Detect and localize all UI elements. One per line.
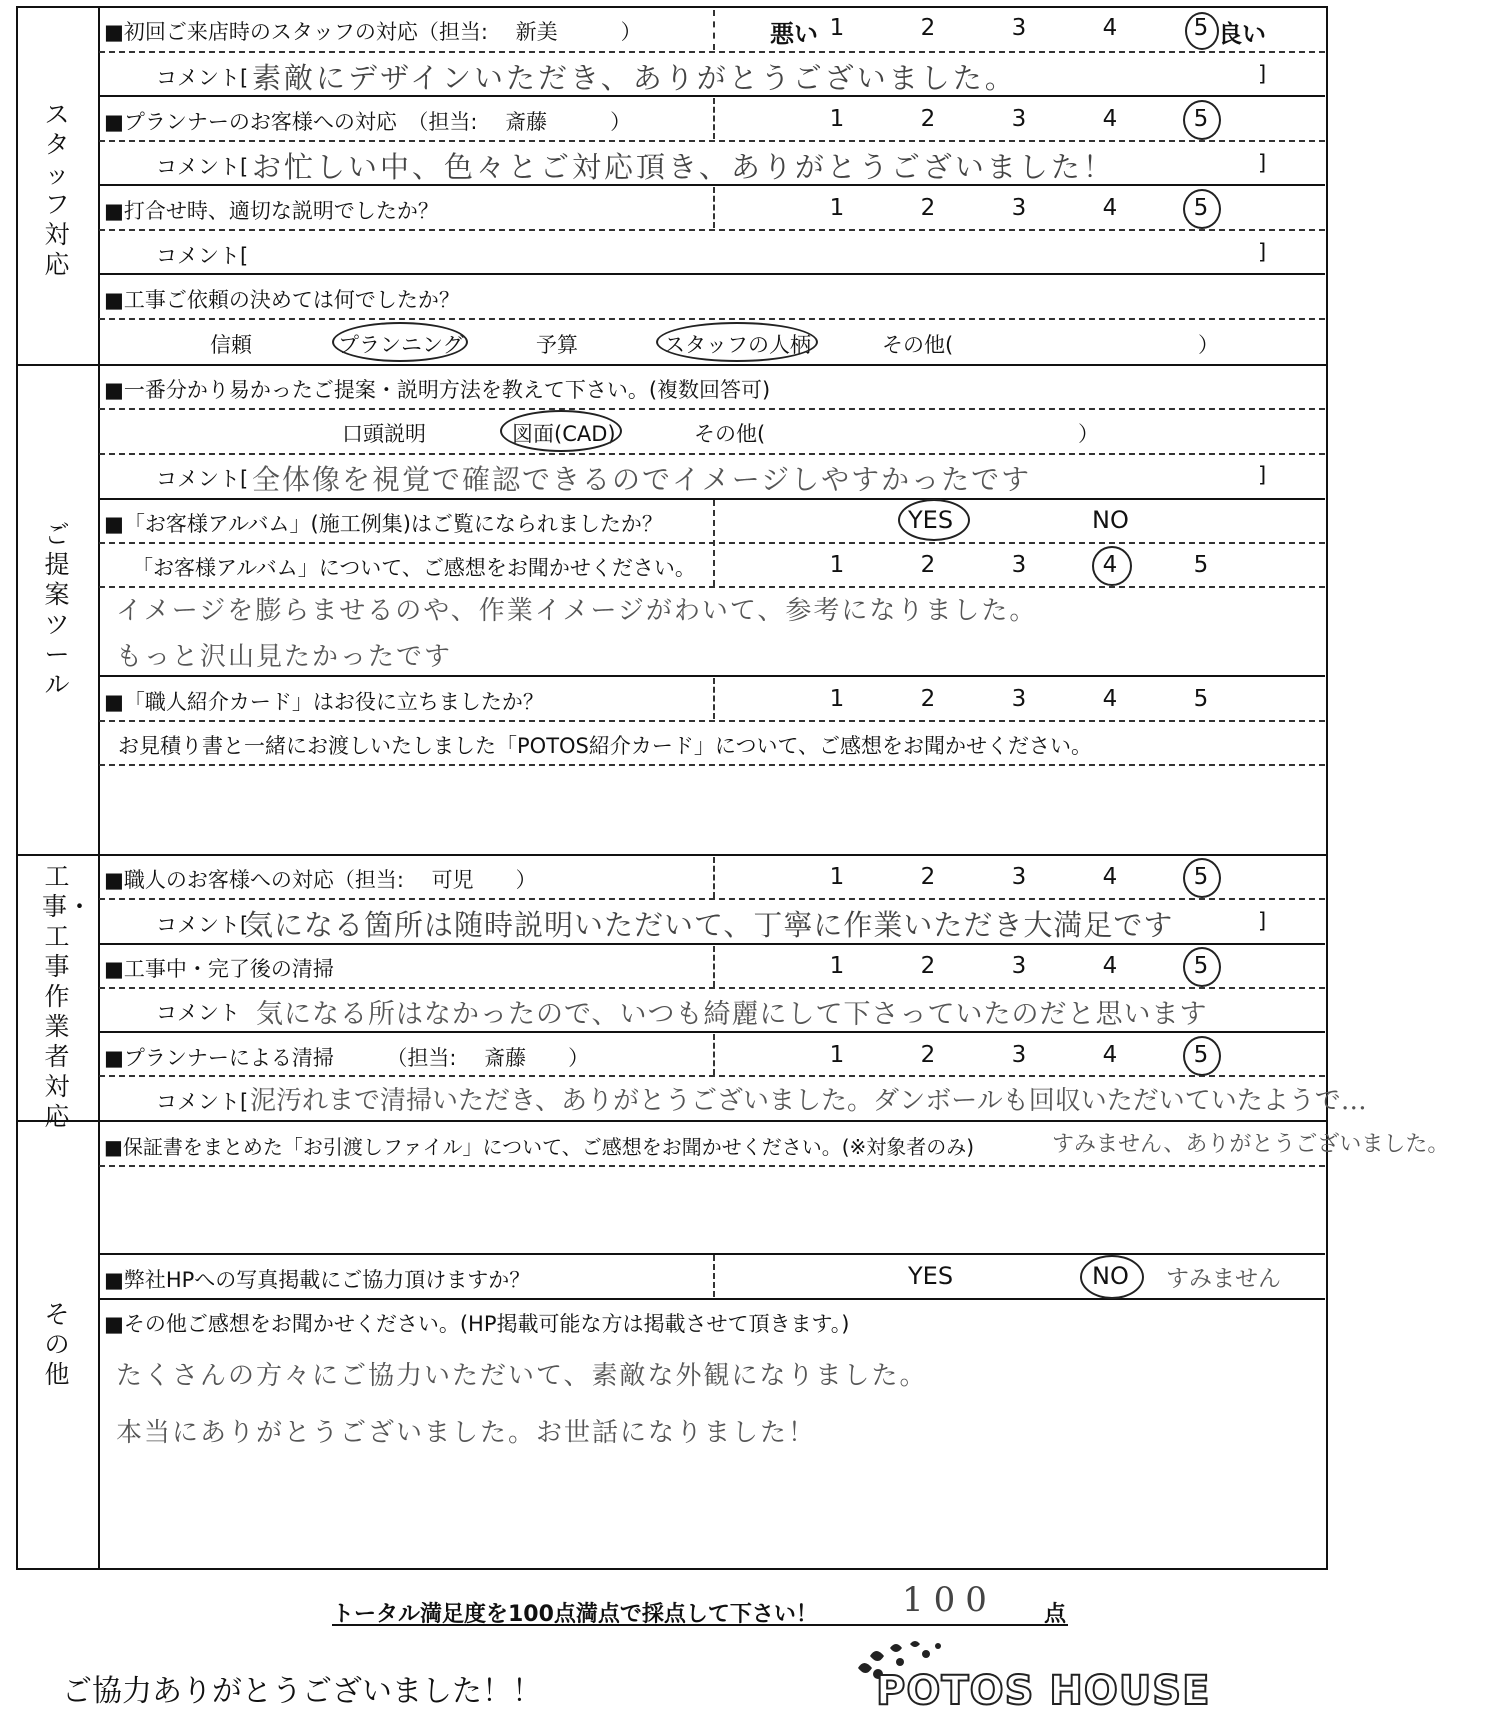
bracket-close: ] bbox=[1258, 62, 1267, 86]
rating-5[interactable]: 5 bbox=[1193, 686, 1209, 712]
rating-2[interactable]: 2 bbox=[920, 106, 936, 132]
rating-4[interactable]: 4 bbox=[1102, 552, 1118, 578]
selected-rating-circle bbox=[1183, 100, 1221, 140]
rating-separator bbox=[713, 98, 715, 139]
rating-separator bbox=[713, 500, 715, 586]
rating-4[interactable]: 4 bbox=[1102, 195, 1118, 221]
scale-good-label: 良い bbox=[1218, 20, 1266, 48]
question-clear-explanation: ■一番分かり易かったご提案・説明方法を教えて下さい。(複数回答可) bbox=[104, 378, 771, 402]
rating-separator bbox=[713, 857, 715, 898]
rating-4[interactable]: 4 bbox=[1102, 106, 1118, 132]
question-other-feedback: ■その他ご感想をお聞かせください。(HP掲載可能な方は掲載させて頂きます。) bbox=[104, 1312, 850, 1336]
handover-file-note: すみません、ありがとうございました。 bbox=[1052, 1132, 1450, 1157]
other-comment-line-1: たくさんの方々にご協力いただいて、素敵な外観になりました。 bbox=[116, 1361, 928, 1391]
section-label-staff: スタッフ対応 bbox=[44, 100, 70, 279]
comment-label: コメント[ bbox=[156, 66, 249, 90]
option-other-close: ） bbox=[1198, 333, 1219, 357]
row-divider bbox=[99, 1253, 1325, 1255]
bracket-close: ] bbox=[1258, 463, 1267, 487]
selected-rating-circle bbox=[1092, 546, 1132, 586]
question-explanation: ■打合せ時、適切な説明でしたか？ bbox=[104, 199, 439, 223]
selected-rating-circle bbox=[1183, 858, 1221, 898]
option-budget[interactable]: 予算 bbox=[536, 333, 578, 357]
selected-option-circle bbox=[500, 410, 622, 452]
bracket-close: ] bbox=[1258, 240, 1267, 264]
rating-5[interactable]: 5 bbox=[1193, 15, 1209, 41]
question-album-feedback: 「お客様アルバム」について、ご感想をお聞かせください。 bbox=[132, 556, 696, 580]
option-yes[interactable]: YES bbox=[908, 506, 954, 534]
rating-1[interactable]: 1 bbox=[829, 1042, 845, 1068]
bracket-close: ] bbox=[1258, 909, 1267, 933]
potos-house-logo: POTOS HOUSE bbox=[876, 1668, 1211, 1714]
question-planner-response: ■プランナーのお客様への対応 （担当: 斎藤 ） bbox=[104, 110, 632, 134]
rating-3[interactable]: 3 bbox=[1011, 15, 1027, 41]
question-album-viewed: ■「お客様アルバム」(施工例集)はご覧になられましたか？ bbox=[104, 512, 663, 536]
rating-separator bbox=[713, 678, 715, 719]
section-label-other: その他 bbox=[44, 1300, 70, 1389]
selected-option-circle bbox=[898, 499, 970, 541]
dashed-divider bbox=[99, 1075, 1325, 1077]
rating-3[interactable]: 3 bbox=[1011, 953, 1027, 979]
question-planner-cleaning: ■プランナーによる清掃 （担当: 斎藤 ） bbox=[104, 1046, 590, 1070]
rating-5[interactable]: 5 bbox=[1193, 953, 1209, 979]
comment-first-visit: 素敵にデザインいただき、ありがとうございました。 bbox=[252, 61, 1017, 95]
rating-5[interactable]: 5 bbox=[1193, 552, 1209, 578]
rating-1[interactable]: 1 bbox=[829, 953, 845, 979]
rating-5[interactable]: 5 bbox=[1193, 864, 1209, 890]
rating-1[interactable]: 1 bbox=[829, 106, 845, 132]
dashed-divider bbox=[99, 318, 1325, 320]
question-deciding-factor: ■工事ご依頼の決めては何でしたか？ bbox=[104, 288, 460, 312]
comment-label: コメント[ bbox=[156, 1090, 249, 1114]
thanks-message: ご協力ありがとうございました！！ bbox=[62, 1674, 542, 1709]
dashed-divider bbox=[99, 586, 1325, 588]
dashed-divider bbox=[99, 542, 1325, 544]
selected-option-circle bbox=[1080, 1255, 1144, 1299]
rating-5[interactable]: 5 bbox=[1193, 1042, 1209, 1068]
rating-3[interactable]: 3 bbox=[1011, 864, 1027, 890]
selected-option-circle bbox=[656, 322, 818, 362]
comment-planner-cleaning: 泥汚れまで清掃いただき、ありがとうございました。ダンボールも回収いただいていたようで… bbox=[250, 1086, 1367, 1116]
hp-photo-note: すみません bbox=[1166, 1266, 1281, 1292]
section-label-construction: 工事・工事作業者対応 bbox=[42, 862, 93, 1131]
rating-1[interactable]: 1 bbox=[829, 686, 845, 712]
scale-bad-label: 悪い bbox=[770, 20, 818, 48]
selected-rating-circle bbox=[1183, 947, 1221, 987]
rating-3[interactable]: 3 bbox=[1011, 552, 1027, 578]
rating-4[interactable]: 4 bbox=[1102, 953, 1118, 979]
comment-label: コメント[ bbox=[156, 913, 249, 937]
option-trust[interactable]: 信頼 bbox=[210, 333, 252, 357]
rating-3[interactable]: 3 bbox=[1011, 195, 1027, 221]
dashed-divider bbox=[99, 453, 1325, 455]
rating-2[interactable]: 2 bbox=[920, 195, 936, 221]
question-first-visit: ■初回ご来店時のスタッフの対応（担当: 新美 ） bbox=[104, 20, 642, 44]
rating-1[interactable]: 1 bbox=[829, 195, 845, 221]
row-divider bbox=[99, 1298, 1325, 1300]
row-divider bbox=[99, 273, 1325, 275]
option-cad-drawing[interactable]: 図面(CAD) bbox=[512, 422, 616, 446]
section-divider bbox=[16, 1120, 1326, 1122]
dashed-divider bbox=[99, 51, 1325, 53]
dashed-divider bbox=[99, 898, 1325, 900]
comment-label: コメント[ bbox=[156, 467, 249, 491]
dashed-divider bbox=[99, 720, 1325, 722]
rating-5[interactable]: 5 bbox=[1193, 195, 1209, 221]
option-staff-personality[interactable]: スタッフの人柄 bbox=[664, 333, 811, 357]
total-score-label: トータル満足度を100点満点で採点して下さい！ bbox=[332, 1602, 818, 1627]
bracket-close: ] bbox=[1258, 151, 1267, 175]
question-hp-photo: ■弊社HPへの写真掲載にご協力頂けますか？ bbox=[104, 1268, 531, 1292]
section-column-divider bbox=[98, 6, 100, 1568]
question-handover-file: ■保証書をまとめた「お引渡しファイル」について、ご感想をお聞かせください。(※対象者のみ) bbox=[104, 1135, 975, 1159]
question-potos-card: お見積り書と一緒にお渡しいたしました「POTOS紹介カード」について、ご感想をお聞かせください。 bbox=[118, 734, 1093, 758]
rating-2[interactable]: 2 bbox=[920, 552, 936, 578]
comment-cleaning: 気になる所はなかったので、いつも綺麗にして下さっていたのだと思います bbox=[256, 999, 1208, 1030]
album-comment-line-2: もっと沢山見たかったです bbox=[116, 642, 453, 672]
total-score-underline bbox=[332, 1624, 1068, 1626]
rating-separator bbox=[713, 10, 715, 50]
option-verbal[interactable]: 口頭説明 bbox=[342, 422, 426, 446]
comment-craftsman-response: 気になる箇所は随時説明いただいて、丁寧に作業いただき大満足です bbox=[244, 908, 1174, 942]
option-other[interactable]: その他( bbox=[882, 333, 954, 357]
rating-4[interactable]: 4 bbox=[1102, 1042, 1118, 1068]
selected-rating-circle bbox=[1183, 189, 1221, 229]
rating-2[interactable]: 2 bbox=[920, 953, 936, 979]
rating-5[interactable]: 5 bbox=[1193, 106, 1209, 132]
question-craftsman-response: ■職人のお客様への対応（担当: 可児 ） bbox=[104, 868, 537, 892]
comment-planner-response: お忙しい中、色々とご対応頂き、ありがとうございました！ bbox=[252, 150, 1115, 184]
rating-2[interactable]: 2 bbox=[920, 686, 936, 712]
rating-3[interactable]: 3 bbox=[1011, 686, 1027, 712]
row-divider bbox=[99, 675, 1325, 677]
section-divider bbox=[16, 364, 1326, 366]
rating-2[interactable]: 2 bbox=[920, 15, 936, 41]
rating-separator bbox=[713, 946, 715, 987]
rating-4[interactable]: 4 bbox=[1102, 864, 1118, 890]
option-other[interactable]: その他( bbox=[694, 422, 766, 446]
rating-3[interactable]: 3 bbox=[1011, 1042, 1027, 1068]
dashed-divider bbox=[99, 229, 1325, 231]
rating-separator bbox=[713, 1034, 715, 1075]
dashed-divider bbox=[99, 987, 1325, 989]
dashed-divider bbox=[99, 140, 1325, 142]
option-planning[interactable]: プランニング bbox=[338, 333, 464, 357]
option-other-close: ） bbox=[1078, 422, 1099, 446]
question-cleaning: ■工事中・完了後の清掃 bbox=[104, 957, 334, 981]
option-yes[interactable]: YES bbox=[908, 1262, 954, 1290]
section-label-proposal: ご提案ツール bbox=[44, 520, 70, 699]
dashed-divider bbox=[99, 1165, 1325, 1167]
rating-3[interactable]: 3 bbox=[1011, 106, 1027, 132]
rating-separator bbox=[713, 1255, 715, 1297]
selected-rating-circle bbox=[1183, 1036, 1221, 1076]
dashed-divider bbox=[99, 764, 1325, 766]
comment-label: コメント[ bbox=[156, 155, 249, 179]
album-comment-line-1: イメージを膨らませるのや、作業イメージがわいて、参考になりました。 bbox=[116, 596, 1038, 626]
row-divider bbox=[99, 498, 1325, 500]
selected-option-circle bbox=[332, 322, 468, 362]
rating-4[interactable]: 4 bbox=[1102, 15, 1118, 41]
rating-2[interactable]: 2 bbox=[920, 864, 936, 890]
section-divider bbox=[16, 854, 1326, 856]
option-no[interactable]: NO bbox=[1092, 1262, 1129, 1290]
question-craftsman-card: ■「職人紹介カード」はお役に立ちましたか？ bbox=[104, 690, 544, 714]
row-divider bbox=[99, 1031, 1325, 1033]
rating-2[interactable]: 2 bbox=[920, 1042, 936, 1068]
total-score-value[interactable]: 100 bbox=[902, 1580, 997, 1620]
rating-separator bbox=[713, 187, 715, 228]
comment-clear-explanation: 全体像を視覚で確認できるのでイメージしやすかったです bbox=[252, 463, 1032, 496]
other-comment-line-2: 本当にありがとうございました。お世話になりました！ bbox=[116, 1418, 817, 1448]
option-no[interactable]: NO bbox=[1092, 506, 1129, 534]
rating-4[interactable]: 4 bbox=[1102, 686, 1118, 712]
rating-1[interactable]: 1 bbox=[829, 864, 845, 890]
selected-rating-circle bbox=[1185, 12, 1219, 50]
total-score-unit: 点 bbox=[1044, 1602, 1067, 1627]
dashed-divider bbox=[99, 408, 1325, 410]
comment-label: コメント bbox=[156, 1001, 240, 1025]
comment-label: コメント[ bbox=[156, 244, 249, 268]
rating-1[interactable]: 1 bbox=[829, 552, 845, 578]
rating-1[interactable]: 1 bbox=[829, 15, 845, 41]
